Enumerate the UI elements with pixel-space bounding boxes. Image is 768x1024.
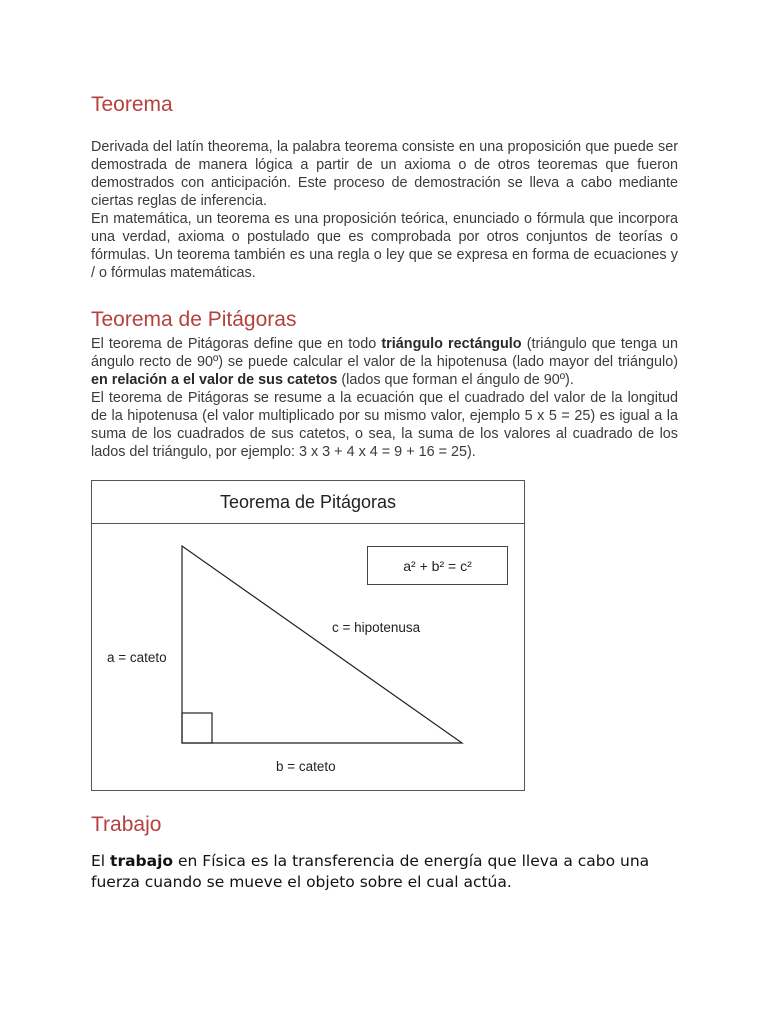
pythagoras-diagram xyxy=(91,480,525,791)
formula-box: a² + b² = c² xyxy=(367,546,508,585)
bold-text-triangulo-rectangulo: triángulo rectángulo xyxy=(381,336,522,352)
heading-teorema-pitagoras: Teorema de Pitágoras xyxy=(91,308,297,331)
paragraph-pitagoras-equation: El teorema de Pitágoras se resume a la ecuación que el cuadrado del valor de la longitud de la hipotenusa (el valor multiplicado por su mismo valor, ejemplo 5 x 5 = 25) es igual a la suma de los cuadrados de sus catetos, o sea, la suma de los valores al cuadrado de los lados del triángulo, por ejemplo: 3 x 3 + 4 x 4 = 9 + 16 = 25). xyxy=(91,390,678,460)
text-run: en Física es la transferencia de energía que lleva a cabo una fuerza cuando se mueve el objeto sobre el cual actúa. xyxy=(91,852,650,891)
paragraph-pitagoras-definition xyxy=(91,335,678,389)
heading-teorema: Teorema xyxy=(91,93,173,116)
paragraph-trabajo xyxy=(91,851,678,893)
label-cateto-b: b = cateto xyxy=(276,759,336,774)
heading-trabajo: Trabajo xyxy=(91,813,162,836)
bold-text-trabajo: trabajo xyxy=(110,852,174,870)
bold-text-relacion-catetos: en relación a el valor de sus catetos xyxy=(91,372,338,388)
label-cateto-a: a = cateto xyxy=(107,650,167,665)
triangle-drawing xyxy=(92,481,526,792)
label-hipotenusa: c = hipotenusa xyxy=(332,620,421,635)
text-run: El xyxy=(91,852,111,870)
right-angle-marker xyxy=(182,713,212,743)
text-run: (lados que forman el ángulo de 90º). xyxy=(337,372,574,388)
diagram-title: Teorema de Pitágoras xyxy=(92,481,524,524)
text-run: (triángulo que tenga un ángulo recto de 90º) se puede calcular el valor de la hipotenusa (lado mayor del triángulo) xyxy=(91,336,679,370)
paragraph-teorema-mathematics: En matemática, un teorema es una proposición teórica, enunciado o fórmula que incorpora una verdad, axioma o postulado que es comprobada por otros conjuntos de teorías o fórmulas. Un teorema también es una regla o ley que se expresa en forma de ecuaciones y / o fórmulas matemáticas. xyxy=(91,211,678,281)
paragraph-teorema-definition: Derivada del latín theorema, la palabra teorema consiste en una proposición que puede ser demostrada de manera lógica a partir de un axioma o de otros teoremas que fueron demostrados con anticipación. Este proceso de demostración se lleva a cabo mediante ciertas reglas de inferencia. xyxy=(91,139,678,209)
text-run: El teorema de Pitágoras define que en todo xyxy=(91,336,382,352)
